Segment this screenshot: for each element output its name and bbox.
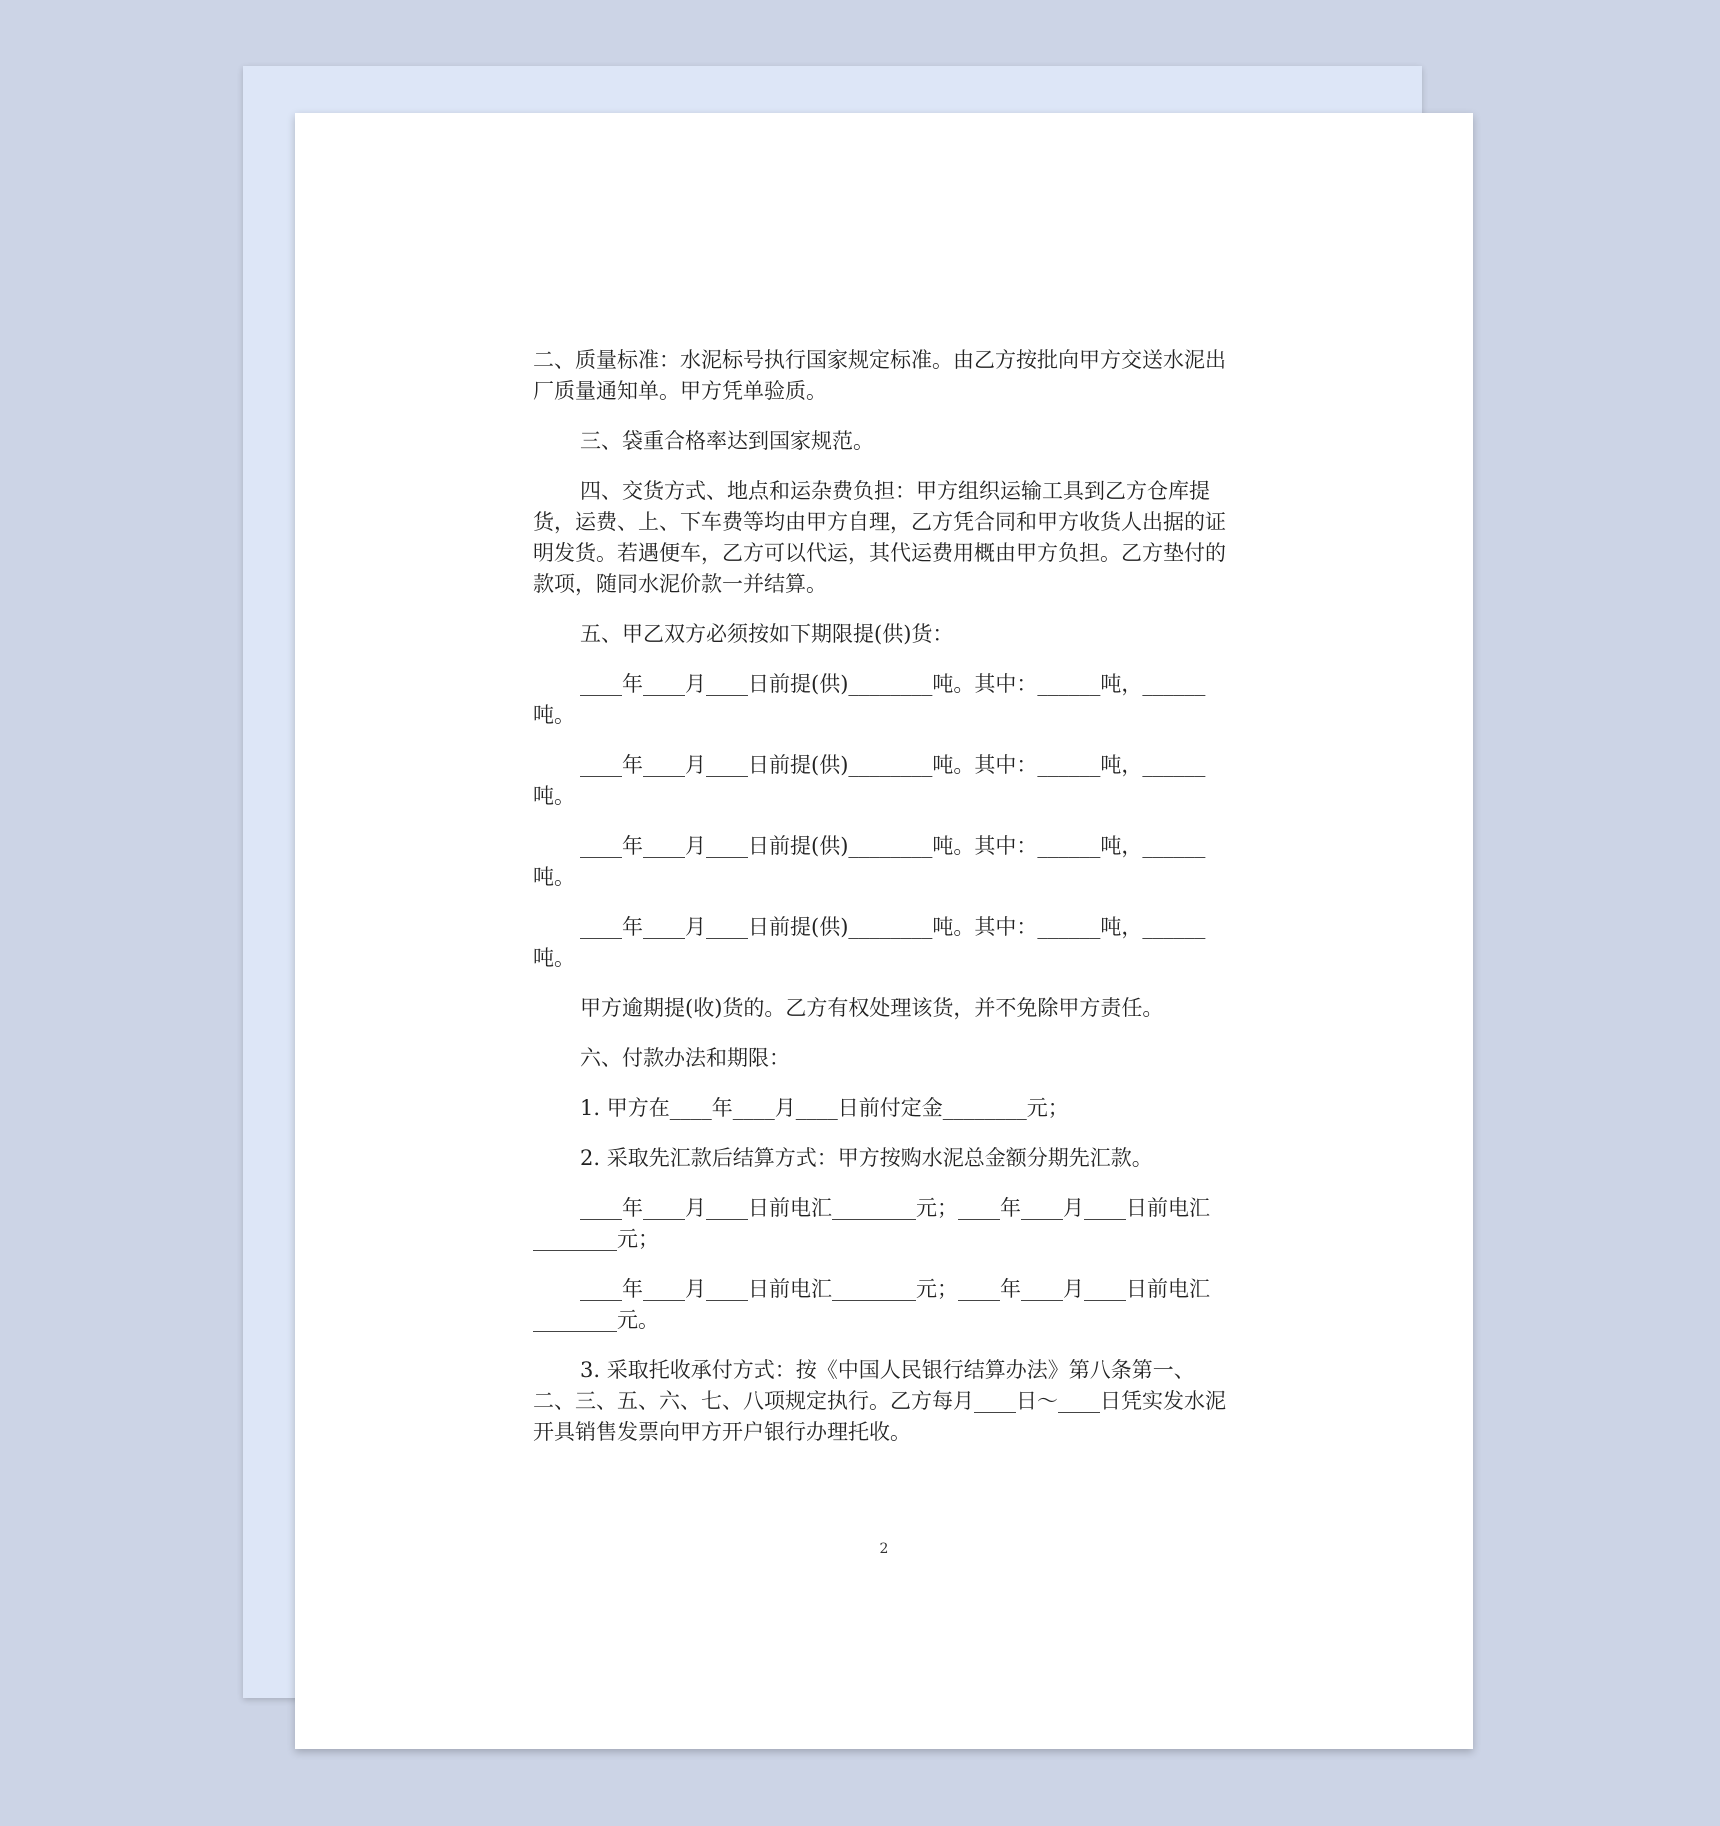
paragraph-wire-transfer-line: ____年____月____日前电汇________元；____年____月____日前电汇________元。	[533, 1277, 1210, 1332]
paragraph-prepayment: 2. 采取先汇款后结算方式：甲方按购水泥总金额分期先汇款。	[580, 1146, 1153, 1170]
paragraph-schedule-line: ____年____月____日前提(供)________吨。其中：______吨，______吨。	[533, 672, 1206, 727]
paragraph-schedule-line: ____年____月____日前提(供)________吨。其中：______吨，______吨。	[533, 834, 1206, 889]
paragraph-quality-standard: 二、质量标准：水泥标号执行国家规定标准。由乙方按批向甲方交送水泥出厂质量通知单。甲方凭单验质。	[533, 348, 1226, 403]
paragraph-schedule-line: ____年____月____日前提(供)________吨。其中：______吨，______吨。	[533, 753, 1206, 808]
paragraph-collection-method: 3. 采取托收承付方式：按《中国人民银行结算办法》第八条第一、二、三、五、六、七、八项规定执行。乙方每月____日～____日凭实发水泥开具销售发票向甲方开户银行办理托收。	[533, 1358, 1226, 1444]
paragraph-bag-weight: 三、袋重合格率达到国家规范。	[580, 429, 874, 453]
page-content	[533, 345, 1233, 1467]
paragraph-delivery-schedule-heading: 五、甲乙双方必须按如下期限提(供)货：	[580, 622, 954, 646]
paragraph-schedule-line: ____年____月____日前提(供)________吨。其中：______吨，______吨。	[533, 915, 1206, 970]
paragraph-delivery-method: 四、交货方式、地点和运杂费负担：甲方组织运输工具到乙方仓库提货，运费、上、下车费等均由甲方自理，乙方凭合同和甲方收货人出据的证明发货。若遇便车，乙方可以代运，其代运费用概由甲方负担。乙方垫付的款项，随同水泥价款一并结算。	[533, 479, 1226, 596]
paragraph-wire-transfer-line: ____年____月____日前电汇________元；____年____月____日前电汇________元；	[533, 1196, 1210, 1251]
paragraph-late-pickup: 甲方逾期提(收)货的。乙方有权处理该货，并不免除甲方责任。	[580, 996, 1164, 1020]
document-page	[295, 113, 1473, 1749]
paragraph-deposit: 1. 甲方在____年____月____日前付定金________元；	[580, 1096, 1069, 1120]
paragraph-payment-heading: 六、付款办法和期限：	[580, 1046, 790, 1070]
page-number: 2	[879, 1541, 889, 1557]
